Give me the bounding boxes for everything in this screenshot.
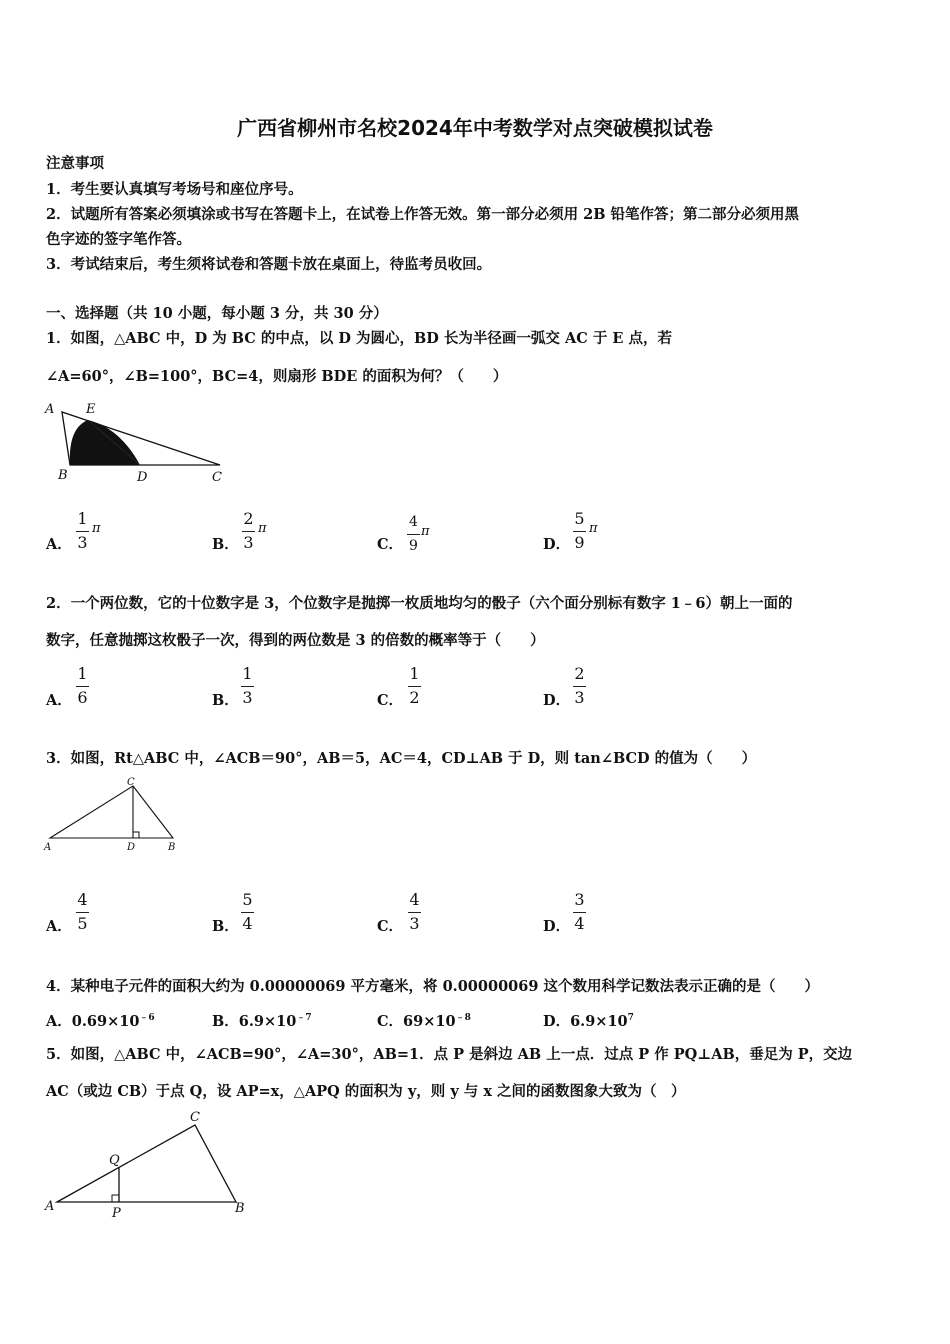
q5-right-angle (112, 1195, 119, 1202)
q5-triangle (57, 1125, 236, 1202)
q5-label-b: B (235, 1201, 245, 1216)
q3-triangle (50, 786, 173, 838)
option-exponent: ﹣7 (296, 1013, 312, 1024)
option-label: B． (212, 536, 239, 553)
fraction: 4 9 (407, 513, 420, 555)
pi-symbol: π (92, 521, 101, 536)
option-label: C． (377, 536, 404, 553)
q1-label-d: D (137, 470, 148, 485)
section-heading: 一、选择题（共 10 小题，每小题 3 分，共 30 分） (46, 305, 388, 322)
question-5-line-2: AC（或边 CB）于点 Q，设 AP=x，△APQ 的面积为 y，则 y 与 x 之间的函数图象大致为（ ） (46, 1083, 686, 1100)
fraction: 4 3 (409, 890, 420, 933)
option-label: C． (377, 1013, 404, 1030)
option-exponent: 7 (627, 1013, 634, 1024)
option-label: D． (543, 1013, 571, 1030)
q5-label-q: Q (109, 1153, 120, 1168)
notice-item: 2．试题所有答案必须填涂或书写在答题卡上，在试卷上作答无效。第一部分必须用 2B 铅笔作答；第二部分必须用黑 (46, 206, 800, 223)
option-label: D． (543, 692, 571, 709)
q3-figure (40, 774, 185, 856)
notice-item: 3．考试结束后，考生须将试卷和答题卡放在桌面上，待监考员收回。 (46, 256, 492, 273)
question-5-line-1: 5．如图，△ABC 中，∠ACB=90°，∠A=30°，AB=1．点 P 是斜边 AB 上一点．过点 P 作 PQ⊥AB，垂足为 P，交边 (46, 1046, 853, 1063)
fraction: 2 3 (243, 509, 254, 552)
q4-option-a[interactable] (46, 1010, 155, 1031)
pi-symbol: π (589, 521, 598, 536)
option-label: B． (212, 1013, 239, 1030)
option-label: A． (46, 536, 72, 553)
fraction: 5 4 (242, 890, 253, 933)
q4-option-c[interactable] (377, 1010, 471, 1031)
q5-label-a: A (45, 1199, 55, 1214)
question-4-line-1: 4．某种电子元件的面积大约为 0.00000069 平方毫米，将 0.00000069 这个数用科学记数法表示正确的是（ ） (46, 978, 819, 995)
fraction: 5 9 (574, 509, 585, 552)
q3-right-angle (133, 832, 139, 838)
option-label: A． (46, 1013, 72, 1030)
option-label: C． (377, 692, 404, 709)
fraction: 1 2 (409, 664, 420, 707)
question-3-line-1: 3．如图，Rt△ABC 中，∠ACB＝90°，AB＝5，AC＝4，CD⊥AB 于 D，则 tan∠BCD 的值为（ ） (46, 750, 757, 767)
pi-symbol: π (258, 521, 267, 536)
q5-figure (40, 1108, 250, 1220)
fraction: 3 4 (574, 890, 585, 933)
question-1-line-2: ∠A=60°，∠B=100°，BC=4，则扇形 BDE 的面积为何？（ ） (46, 368, 508, 385)
q1-label-b: B (58, 468, 68, 483)
fraction: 4 5 (77, 890, 88, 933)
option-base: 6.9×10 (238, 1013, 297, 1030)
fraction: 2 3 (574, 664, 585, 707)
q1-label-a: A (45, 402, 55, 417)
q3-label-c: C (127, 777, 135, 788)
option-exponent: ﹣6 (139, 1013, 155, 1024)
fraction: 1 6 (77, 664, 88, 707)
pi-symbol: π (421, 524, 430, 539)
option-label: A． (46, 918, 72, 935)
q3-label-b: B (168, 842, 176, 853)
question-2-line-2: 数字，任意抛掷这枚骰子一次，得到的两位数是 3 的倍数的概率等于（ ） (46, 632, 545, 649)
notice-item: 色字迹的签字笔作答。 (46, 231, 191, 248)
q1-label-c: C (212, 470, 222, 485)
option-label: D． (543, 918, 571, 935)
q4-option-b[interactable] (212, 1010, 312, 1031)
q5-label-p: P (112, 1206, 121, 1220)
q1-label-e: E (86, 402, 96, 417)
option-label: D． (543, 536, 571, 553)
fraction: 1 3 (77, 509, 88, 552)
q3-label-d: D (127, 842, 136, 853)
q5-label-c: C (190, 1110, 200, 1125)
option-base: 6.9×10 (570, 1013, 628, 1030)
notice-heading: 注意事项 (46, 155, 104, 172)
page-title: 广西省柳州市名校2024年中考数学对点突破模拟试卷 (237, 116, 713, 140)
option-label: C． (377, 918, 404, 935)
question-1-line-1: 1．如图，△ABC 中，D 为 BC 的中点，以 D 为圆心，BD 长为半径画一弧交 AC 于 E 点，若 (46, 330, 672, 347)
option-base: 69×10 (403, 1013, 456, 1030)
option-exponent: ﹣8 (455, 1013, 471, 1024)
q4-option-d[interactable] (543, 1010, 634, 1031)
option-base: 0.69×10 (71, 1013, 140, 1030)
option-label: B． (212, 692, 239, 709)
q3-label-a: A (44, 842, 52, 853)
question-2-line-1: 2．一个两位数，它的十位数字是 3，个位数字是抛掷一枚质地均匀的骰子（六个面分别标有数字 1﹣6）朝上一面的 (46, 595, 793, 612)
q1-figure (40, 398, 240, 488)
fraction: 1 3 (242, 664, 253, 707)
option-label: A． (46, 692, 72, 709)
notice-item: 1．考生要认真填写考场号和座位序号。 (46, 181, 303, 198)
option-label: B． (212, 918, 239, 935)
